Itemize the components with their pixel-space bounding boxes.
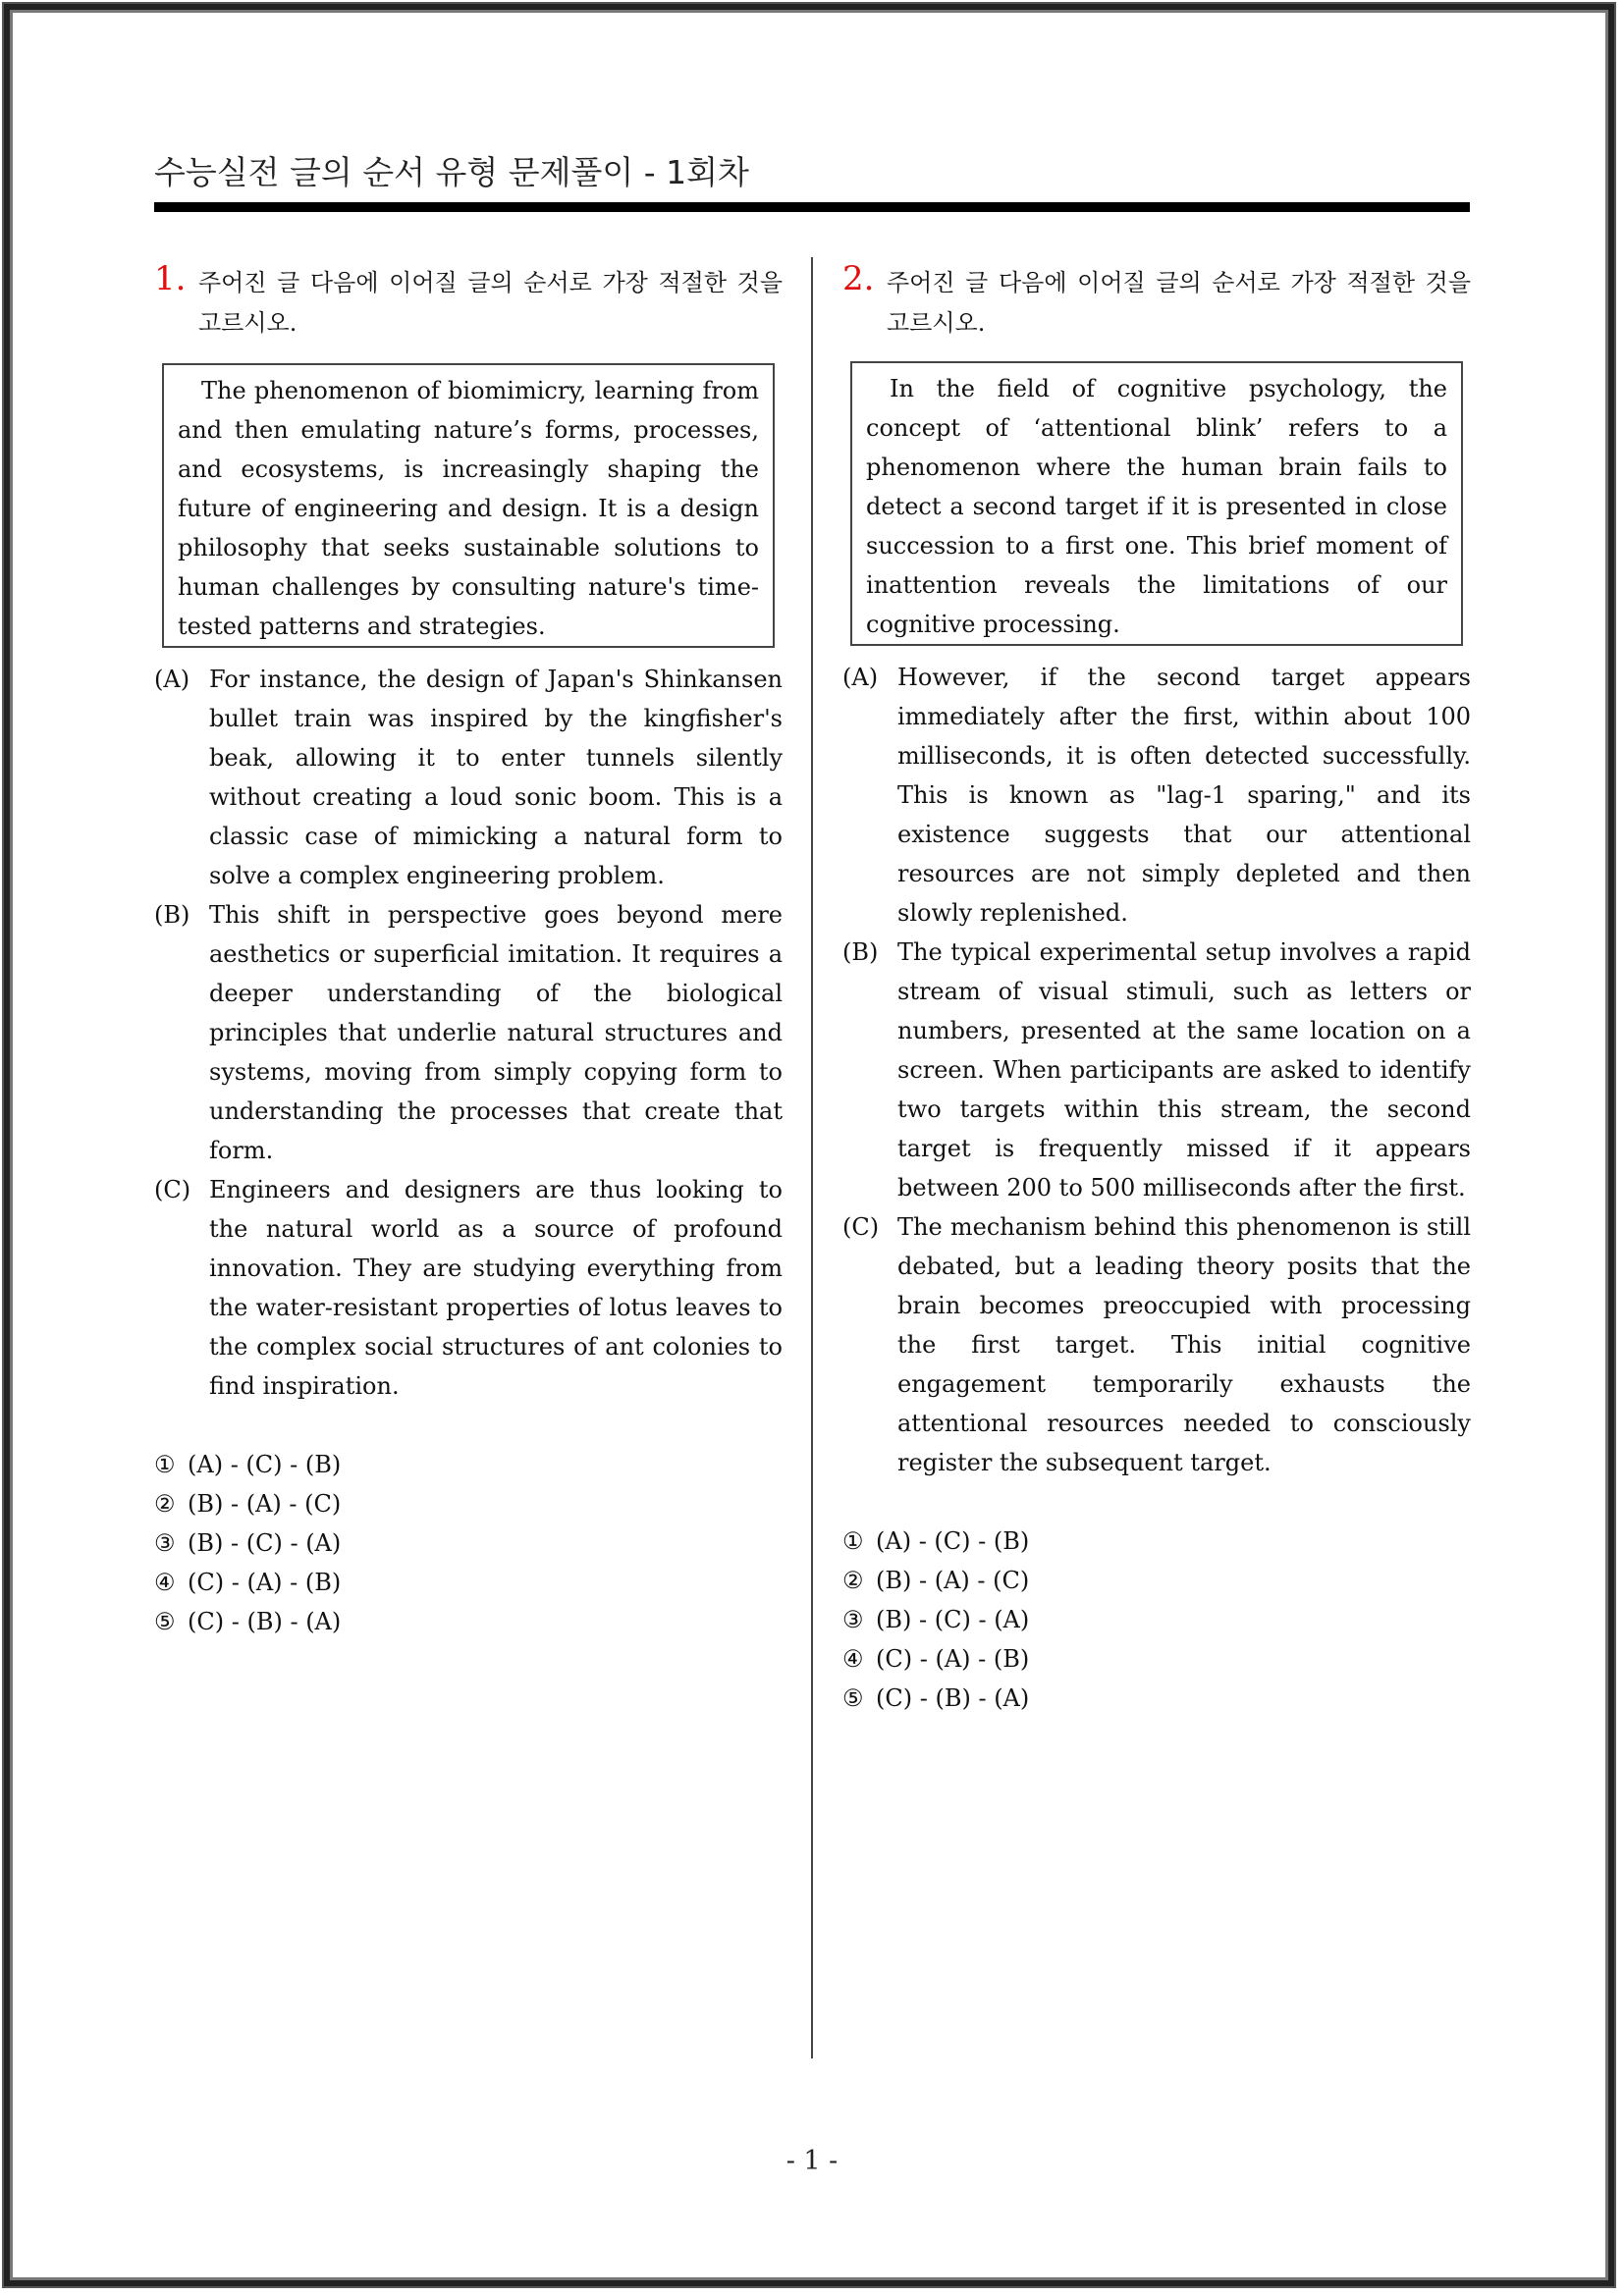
answer-choice-5[interactable]: [154, 1602, 783, 1641]
answer-choice-2[interactable]: [842, 1561, 1471, 1600]
option-label: (C): [842, 1213, 880, 1241]
option-label: (A): [842, 664, 879, 691]
choice-mark: ⑤: [842, 1684, 864, 1712]
choice-text: (A) - (C) - (B): [876, 1527, 1030, 1555]
answer-choice-3[interactable]: [842, 1600, 1471, 1639]
given-passage: The phenomenon of biomimicry, learning from and then emulating nature’s forms, processes, and ecosystems, is increasingly shaping the future of engineering and design. It is a design philosophy that seeks sustainable solutions to human challenges by consulting nature's time-tested patterns and strategies.: [162, 363, 775, 648]
choice-mark: ②: [842, 1567, 864, 1594]
option-text: Engineers and designers are thus looking to the natural world as a source of profound innovation. They are studying everything from the water-resistant properties of lotus leaves to the complex social structures of ant colonies to find inspiration.: [209, 1176, 783, 1400]
question-header: [842, 259, 1471, 344]
option-text: For instance, the design of Japan's Shinkansen bullet train was inspired by the kingfisher's beak, allowing it to enter tunnels silently without creating a loud sonic boom. This is a classic case of mimicking a natural form to solve a complex engineering problem.: [209, 666, 783, 889]
option-text: The mechanism behind this phenomenon is still debated, but a leading theory posits that the brain becomes preoccupied with processing the first target. This initial cognitive engagement temporarily exhausts the attentional resources needed to consciously register the subsequent target.: [897, 1213, 1471, 1476]
option-text: However, if the second target appears immediately after the first, within about 100 milliseconds, it is often detected successfully. This is known as "lag-1 sparing," and its existence suggests that our attentional resources are not simply depleted and then slowly replenished.: [897, 664, 1471, 927]
choice-text: (C) - (A) - (B): [188, 1569, 342, 1596]
question-prompt: 주어진 글 다음에 이어질 글의 순서로 가장 적절한 것을 고르시오.: [198, 269, 783, 337]
question-1: [154, 259, 783, 1641]
choice-text: (B) - (A) - (C): [876, 1567, 1030, 1594]
choice-text: (B) - (A) - (C): [188, 1490, 342, 1518]
choice-mark: ③: [842, 1606, 864, 1633]
option-a: [842, 658, 1471, 933]
title-rule: [154, 202, 1470, 212]
answer-choice-3[interactable]: [154, 1523, 783, 1563]
question-2: [842, 259, 1471, 1718]
option-c: [842, 1207, 1471, 1482]
choice-mark: ⑤: [154, 1608, 176, 1635]
answer-choice-4[interactable]: [842, 1639, 1471, 1679]
choice-text: (C) - (B) - (A): [188, 1608, 342, 1635]
answer-choice-5[interactable]: [842, 1679, 1471, 1718]
option-text: The typical experimental setup involves a rapid stream of visual stimuli, such as letters or numbers, presented at the same location on a screen. When participants are asked to identify two targets within this stream, the second target is frequently missed if it appears between 200 to 500 milliseconds after the first.: [897, 938, 1471, 1201]
answer-choices: [842, 1522, 1471, 1718]
page-number: - 1 -: [785, 2146, 839, 2176]
answer-choice-1[interactable]: [842, 1522, 1471, 1561]
answer-choices: [154, 1445, 783, 1641]
question-number: 1.: [154, 259, 187, 298]
option-c: [154, 1170, 783, 1406]
option-label: (B): [154, 901, 190, 929]
option-label: (B): [842, 938, 879, 966]
option-label: (A): [154, 666, 190, 693]
choice-text: (C) - (B) - (A): [876, 1684, 1030, 1712]
answer-choice-2[interactable]: [154, 1484, 783, 1523]
choice-mark: ②: [154, 1490, 176, 1518]
answer-choice-1[interactable]: [154, 1445, 783, 1484]
passage-options: [842, 658, 1471, 1482]
option-b: [842, 933, 1471, 1207]
choice-text: (B) - (C) - (A): [188, 1529, 342, 1557]
answer-choice-4[interactable]: [154, 1563, 783, 1602]
page-title: 수능실전 글의 순서 유형 문제풀이 - 1회차: [154, 153, 749, 191]
choice-mark: ③: [154, 1529, 176, 1557]
question-header: [154, 259, 783, 344]
column-divider: [811, 257, 813, 2058]
choice-mark: ④: [842, 1645, 864, 1673]
option-a: [154, 660, 783, 895]
choice-mark: ①: [154, 1451, 176, 1478]
passage-options: [154, 660, 783, 1406]
option-text: This shift in perspective goes beyond mere aesthetics or superficial imitation. It requires a deeper understanding of the biological principles that underlie natural structures and systems, moving from simply copying form to understanding the processes that create that form.: [209, 901, 783, 1164]
question-number: 2.: [842, 259, 875, 298]
question-prompt: 주어진 글 다음에 이어질 글의 순서로 가장 적절한 것을 고르시오.: [887, 269, 1471, 337]
option-b: [154, 895, 783, 1170]
choice-mark: ④: [154, 1569, 176, 1596]
choice-mark: ①: [842, 1527, 864, 1555]
choice-text: (C) - (A) - (B): [876, 1645, 1030, 1673]
option-label: (C): [154, 1176, 191, 1203]
choice-text: (B) - (C) - (A): [876, 1606, 1030, 1633]
given-passage: In the field of cognitive psychology, the concept of ‘attentional blink’ refers to a phenomenon where the human brain fails to detect a second target if it is presented in close succession to a first one. This brief moment of inattention reveals the limitations of our cognitive processing.: [850, 361, 1463, 646]
choice-text: (A) - (C) - (B): [188, 1451, 342, 1478]
